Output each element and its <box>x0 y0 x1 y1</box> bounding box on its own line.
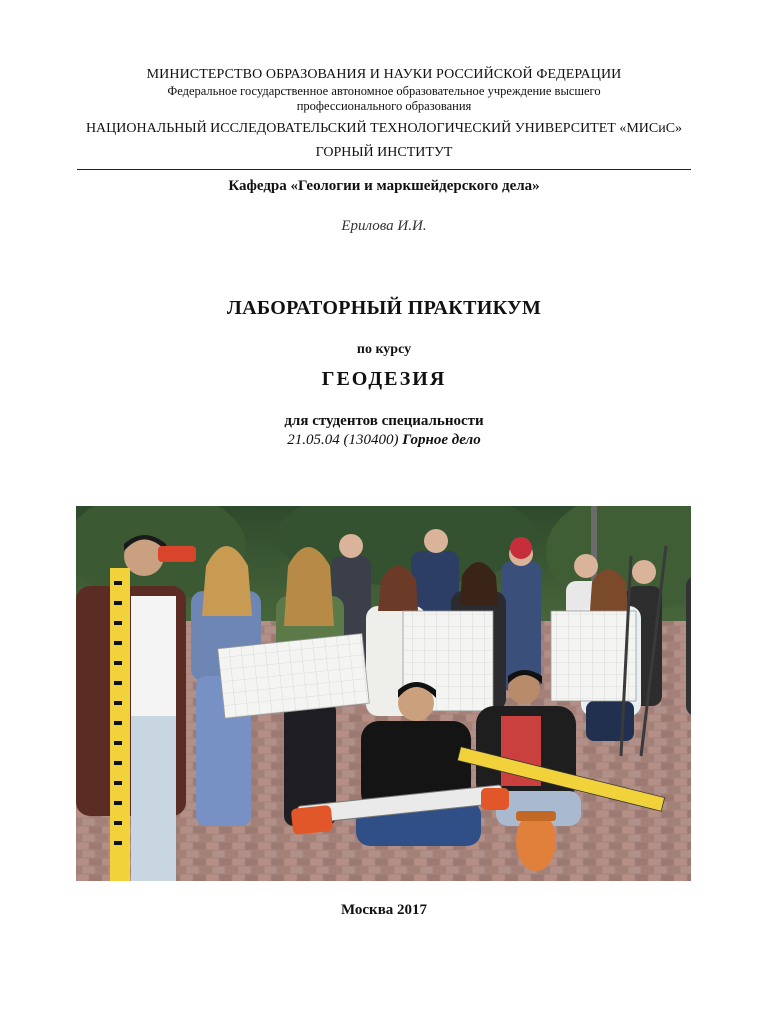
author: Ерилова И.И. <box>341 218 427 234</box>
institution-line-1: Федеральное государственное автономное образовательное учреждение высшего <box>167 84 601 98</box>
specialty-line <box>0 432 768 449</box>
header-divider <box>77 169 691 170</box>
cover-photo <box>76 506 691 881</box>
department: Кафедра «Геологии и маркшейдерского дела» <box>228 178 540 194</box>
specialty-code: 21.05.04 (130400) <box>287 432 399 448</box>
institution-line-2: профессионального образования <box>296 99 472 113</box>
audience-line: для студентов специальности <box>284 413 484 429</box>
publication-place-year: Москва 2017 <box>340 902 428 918</box>
subject-title: ГЕОДЕЗИЯ <box>321 368 447 390</box>
institute-line: ГОРНЫЙ ИНСТИТУТ <box>315 145 453 160</box>
course-prefix: по курсу <box>356 342 412 357</box>
university-line: НАЦИОНАЛЬНЫЙ ИССЛЕДОВАТЕЛЬСКИЙ ТЕХНОЛОГИЧЕСКИЙ УНИВЕРСИТЕТ «МИСиС» <box>85 121 683 136</box>
specialty-name: Горное дело <box>402 432 481 448</box>
document-title: ЛАБОРАТОРНЫЙ ПРАКТИКУМ <box>226 297 542 319</box>
ministry-line: МИНИСТЕРСТВО ОБРАЗОВАНИЯ И НАУКИ РОССИЙСКОЙ ФЕДЕРАЦИИ <box>146 67 622 82</box>
